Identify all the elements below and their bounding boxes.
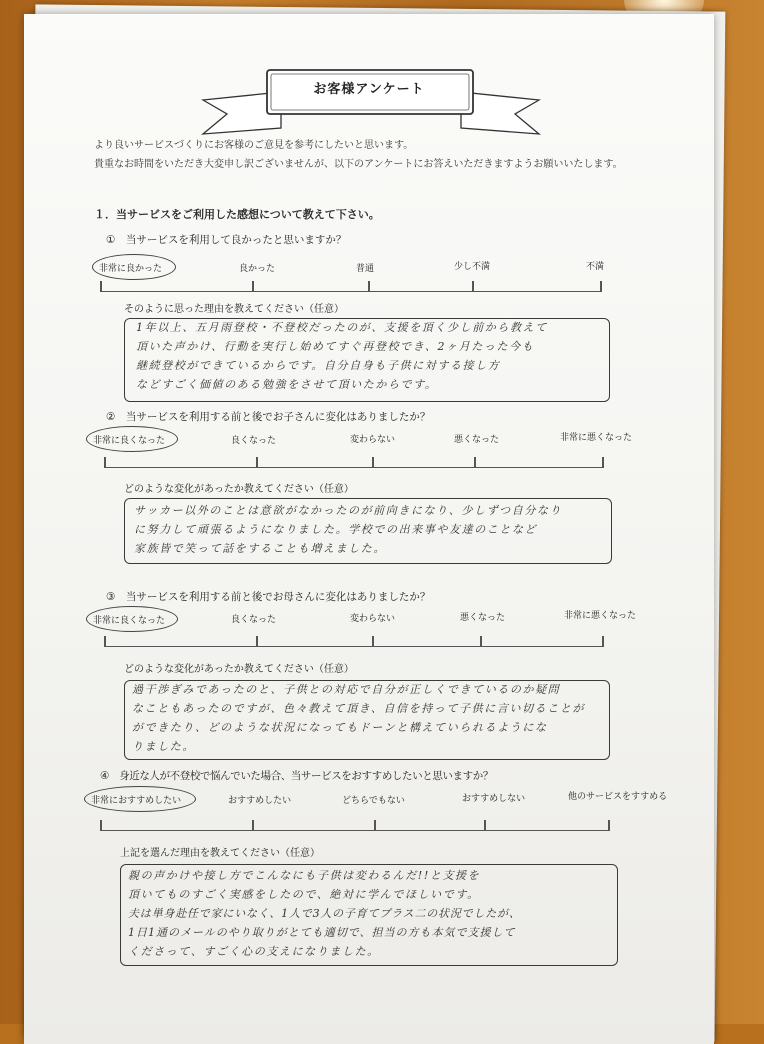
q3-option-better[interactable]: 良くなった — [231, 615, 277, 625]
scale-tick — [474, 457, 476, 468]
survey-title: お客様アンケート — [313, 82, 425, 97]
q4-handwritten-line: くださって、すごく心の支えになりました。 — [128, 945, 380, 958]
scale-tick — [480, 636, 482, 647]
q2-option-much-worse[interactable]: 非常に悪くなった — [560, 433, 633, 443]
scale-tick — [608, 820, 610, 831]
q1-handwritten-line: 頂いた声かけ、行動を実行し始めてすぐ再登校でき、2ヶ月たった今も — [136, 340, 535, 353]
q4-handwritten-line: 夫は単身赴任で家にいなく、1人で3人の子育てプラス二の状況でしたが、 — [128, 907, 521, 920]
scale-tick — [104, 457, 106, 468]
q3-handwritten-line: なこともあったのですが、色々教えて頂き、自信を持って子供に言い切ることが — [132, 702, 586, 715]
q4-option-other-service[interactable]: 他のサービスをすすめる — [568, 792, 668, 802]
intro-line-2: 貴重なお時間をいただき大変申し訳ございませんが、以下のアンケートにお答えいただきますようお願いいたします。 — [94, 159, 623, 170]
q3-option-much-better[interactable]: 非常に良くなった — [93, 616, 166, 626]
scale-tick — [600, 281, 602, 292]
title-ribbon — [191, 64, 551, 144]
question-3-label: ③ 当サービスを利用する前と後でお母さんに変化はありましたか？ — [106, 591, 431, 603]
q3-handwritten-line: りました。 — [132, 740, 195, 753]
q1-handwritten-line: 1年以上、五月雨登校・不登校だったのが、支援を頂く少し前から教えて — [136, 321, 548, 334]
q1-handwritten-line: などすごく価値のある勉強をさせて頂いたからです。 — [136, 378, 438, 391]
scale-tick — [374, 820, 376, 831]
q2-option-much-better[interactable]: 非常に良くなった — [93, 436, 166, 446]
q2-handwritten-line: 家族皆で笑って話をすることも増えました。 — [134, 542, 386, 555]
q4-option-recommend[interactable]: おすすめしたい — [228, 796, 292, 806]
q1-handwritten-line: 継続登校ができているからです。自分自身も子供に対する接し方 — [136, 359, 501, 372]
q2-handwritten-line: に努力して頑張るようになりました。学校での出来事や友達のことなど — [134, 523, 538, 536]
scale-tick — [252, 281, 254, 292]
q3-option-no-change[interactable]: 変わらない — [350, 614, 396, 624]
q3-reason-label: どのような変化があったか教えてください（任意） — [124, 664, 354, 675]
intro-line-1: より良いサービスづくりにお客様のご意見を参考にしたいと思います。 — [94, 140, 414, 151]
scale-tick — [100, 820, 102, 831]
q3-option-worse[interactable]: 悪くなった — [460, 613, 506, 623]
scale-tick — [472, 281, 474, 292]
q1-option-unsatisfied[interactable]: 不満 — [586, 262, 605, 272]
scale-tick — [252, 820, 254, 831]
q2-option-better[interactable]: 良くなった — [231, 436, 277, 446]
q3-rating-scale — [104, 636, 604, 647]
scale-tick — [372, 457, 374, 468]
q2-option-no-change[interactable]: 変わらない — [350, 435, 396, 445]
question-1-label: ① 当サービスを利用して良かったと思いますか？ — [106, 234, 347, 246]
q1-option-neutral[interactable]: 普通 — [356, 264, 375, 274]
q1-option-good[interactable]: 良かった — [239, 264, 276, 274]
q4-reason-label: 上記を選んだ理由を教えてください（任意） — [120, 848, 320, 859]
q4-option-not-recommend[interactable]: おすすめしない — [462, 794, 526, 804]
q1-option-slightly-unsatisfied[interactable]: 少し不満 — [454, 262, 491, 272]
scale-tick — [104, 636, 106, 647]
scale-tick — [602, 636, 604, 647]
question-2-label: ② 当サービスを利用する前と後でお子さんに変化はありましたか？ — [106, 411, 431, 423]
scale-tick — [256, 636, 258, 647]
scale-tick — [484, 820, 486, 831]
scale-tick — [368, 281, 370, 292]
q3-handwritten-line: 過干渉ぎみであったのと、子供との対応で自分が正しくできているのか疑問 — [132, 683, 561, 696]
scale-tick — [256, 457, 258, 468]
q1-rating-scale — [100, 281, 602, 292]
survey-sheet — [24, 14, 714, 1044]
q4-option-strongly-recommend[interactable]: 非常におすすめしたい — [91, 796, 182, 806]
scale-tick — [602, 457, 604, 468]
q4-handwritten-line: 頂いてものすごく実感をしたので、絶対に学んでほしいです。 — [128, 888, 480, 901]
q4-rating-scale — [100, 820, 610, 831]
ribbon-shape — [191, 64, 551, 144]
q2-reason-label: どのような変化があったか教えてください（任意） — [124, 484, 354, 495]
section-heading: １．当サービスをご利用した感想について教えて下さい。 — [94, 208, 380, 221]
q2-option-worse[interactable]: 悪くなった — [454, 435, 500, 445]
scale-tick — [100, 281, 102, 292]
question-4-label: ④ 身近な人が不登校で悩んでいた場合、当サービスをおすすめしたいと思いますか？ — [100, 770, 493, 782]
q4-handwritten-line: 親の声かけや接し方でこんなにも子供は変わるんだ!!と支援を — [128, 869, 481, 882]
q4-option-neutral[interactable]: どちらでもない — [342, 796, 405, 806]
q3-option-much-worse[interactable]: 非常に悪くなった — [564, 611, 637, 621]
q4-handwritten-line: 1日1通のメールのやり取りがとても適切で、担当の方も本気で支援して — [128, 926, 516, 939]
scale-tick — [372, 636, 374, 647]
q2-handwritten-line: サッカー以外のことは意欲がなかったのが前向きになり、少しずつ自分なり — [134, 504, 563, 517]
q1-option-very-good[interactable]: 非常に良かった — [99, 264, 163, 274]
q1-reason-label: そのように思った理由を教えてください（任意） — [124, 304, 344, 315]
q3-handwritten-line: ができたり、どのような状況になってもドーンと構えていられるようにな — [132, 721, 548, 734]
q2-rating-scale — [104, 457, 604, 468]
